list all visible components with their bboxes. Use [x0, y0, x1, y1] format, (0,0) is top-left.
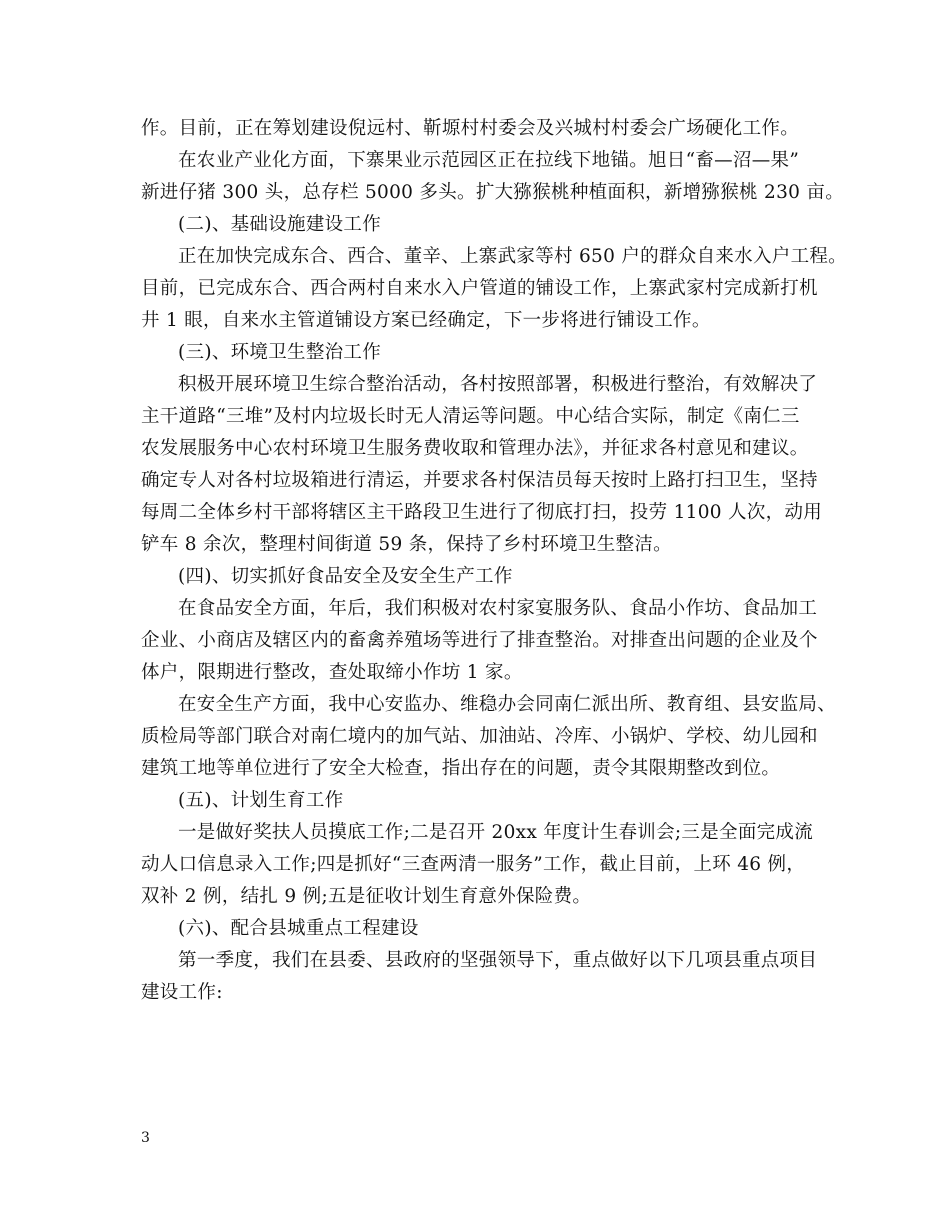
text-line: 井 1 眼，自来水主管道铺设方案已经确定，下一步将进行铺设工作。 [141, 310, 711, 331]
text-line: 在农业产业化方面，下寨果业示范园区正在拉线下地锚。旭日“畜—沼—果” [178, 150, 800, 171]
text-line: 在安全生产方面，我中心安监办、维稳办会同南仁派出所、教育组、县安监局、 [178, 694, 837, 715]
text-line: 企业、小商店及辖区内的畜禽养殖场等进行了排查整治。对排查出问题的企业及个 [141, 630, 818, 651]
text-line: (二)、基础设施建设工作 [178, 214, 382, 235]
text-line: 建筑工地等单位进行了安全大检查，指出存在的问题，责令其限期整改到位。 [141, 758, 781, 779]
text-line: 主干道路“三堆”及村内垃圾长时无人清运等问题。中心结合实际，制定《南仁三 [141, 406, 800, 427]
text-line: 农发展服务中心农村环境卫生服务费收取和管理办法》，并征求各村意见和建议。 [141, 438, 809, 459]
text-line: 新进仔猪 300 头，总存栏 5000 多头。扩大猕猴桃种植面积，新增猕猴桃 230 亩。 [141, 182, 844, 203]
text-line: 质检局等部门联合对南仁境内的加气站、加油站、冷库、小锅炉、学校、幼儿园和 [141, 726, 818, 747]
text-line: 一是做好奖扶人员摸底工作;二是召开 20xx 年度计生春训会;三是全面完成流 [178, 822, 814, 843]
text-line: 目前，已完成东合、西合两村自来水入户管道的铺设工作，上寨武家村完成新打机 [141, 278, 818, 299]
text-line: 作。目前，正在筹划建设倪远村、靳塬村村委会及兴城村村委会广场硬化工作。 [141, 118, 800, 139]
text-line: 正在加快完成东合、西合、董辛、上寨武家等村 650 户的群众自来水入户工程。 [178, 246, 847, 267]
text-line: (三)、环境卫生整治工作 [178, 342, 382, 363]
text-line: (四)、切实抓好食品安全及安全生产工作 [178, 566, 513, 587]
text-line: (六)、配合县城重点工程建设 [178, 918, 419, 939]
text-line: 积极开展环境卫生综合整治活动，各村按照部署，积极进行整治，有效解决了 [178, 374, 818, 395]
text-line: 第一季度，我们在县委、县政府的坚强领导下，重点做好以下几项县重点项目 [178, 950, 818, 971]
text-line: 确定专人对各村垃圾箱进行清运，并要求各村保洁员每天按时上路打扫卫生，坚持 [141, 470, 818, 491]
text-line: 在食品安全方面，年后，我们积极对农村家宴服务队、食品小作坊、食品加工 [178, 598, 818, 619]
text-line: (五)、计划生育工作 [178, 790, 344, 811]
document-body [141, 113, 847, 1009]
text-line: 每周二全体乡村干部将辖区主干路段卫生进行了彻底打扫，投劳 1100 人次，动用 [141, 502, 823, 523]
page-number: 3 [141, 1130, 150, 1146]
text-line: 建设工作: [141, 982, 223, 1003]
text-line: 体户，限期进行整改，查处取缔小作坊 1 家。 [141, 662, 523, 683]
text-line: 铲车 8 余次，整理村间街道 59 条，保持了乡村环境卫生整洁。 [141, 534, 672, 555]
text-line: 双补 2 例，结扎 9 例;五是征收计划生育意外保险费。 [141, 886, 592, 907]
text-line: 动人口信息录入工作;四是抓好“三查两清一服务”工作，截止目前，上环 46 例， [141, 854, 806, 875]
